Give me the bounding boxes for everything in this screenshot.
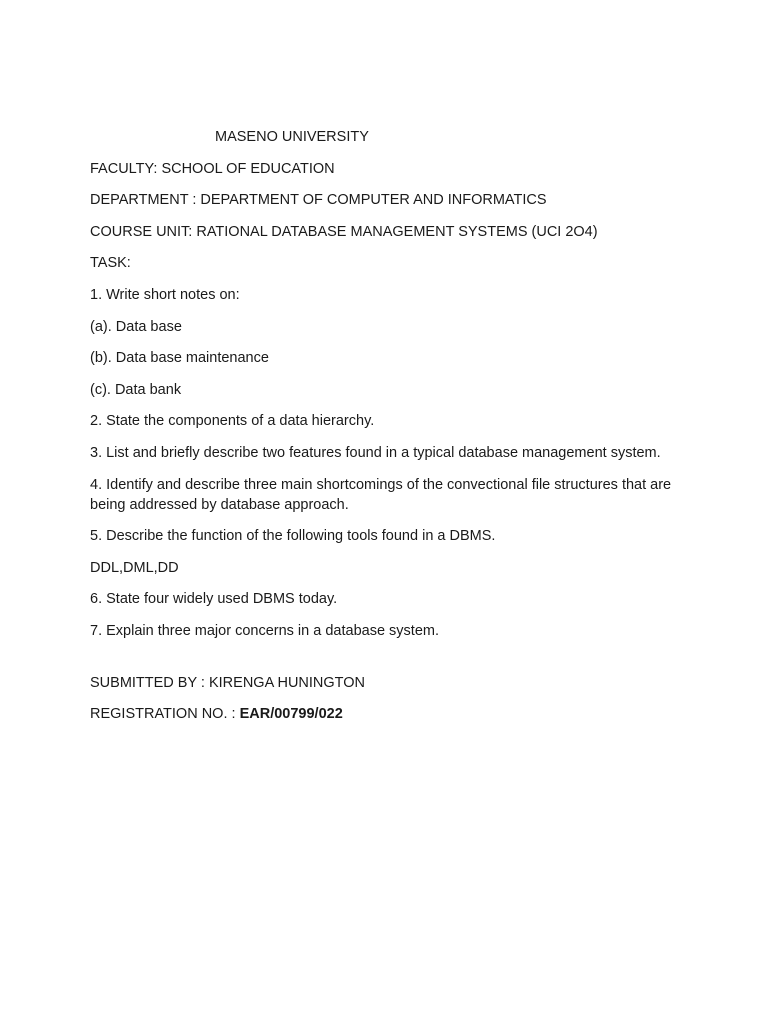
question-4: 4. Identify and describe three main shortcomings of the convectional file structures that are being addressed by database approach.: [90, 476, 672, 513]
registration-number: EAR/00799/022: [239, 706, 343, 723]
submitted-by-line: SUBMITTED BY : KIRENGA HUNINGTON: [90, 674, 366, 691]
course-unit-line: COURSE UNIT: RATIONAL DATABASE MANAGEMENT SYSTEMS (UCI 2O4): [90, 223, 598, 240]
faculty-line: FACULTY: SCHOOL OF EDUCATION: [90, 160, 335, 177]
registration-label: REGISTRATION NO. :: [90, 706, 240, 723]
question-5-tools: DDL,DML,DD: [90, 559, 179, 576]
question-6: 6. State four widely used DBMS today.: [90, 591, 338, 608]
question-1: 1. Write short notes on:: [90, 286, 240, 303]
question-2: 2. State the components of a data hierarchy.: [90, 413, 375, 430]
question-5: 5. Describe the function of the following tools found in a DBMS.: [90, 528, 496, 545]
registration-line: [90, 704, 690, 724]
spacer: [90, 653, 690, 673]
question-7: 7. Explain three major concerns in a database system.: [90, 622, 439, 639]
document-content: [90, 127, 690, 736]
question-1b: (b). Data base maintenance: [90, 350, 269, 367]
task-label: TASK:: [90, 255, 131, 272]
question-1a: (a). Data base: [90, 318, 182, 335]
university-title: MASENO UNIVERSITY: [215, 129, 369, 145]
department-line: DEPARTMENT : DEPARTMENT OF COMPUTER AND INFORMATICS: [90, 192, 547, 209]
question-3: 3. List and briefly describe two features found in a typical database management system.: [90, 444, 661, 461]
question-1c: (c). Data bank: [90, 381, 182, 398]
